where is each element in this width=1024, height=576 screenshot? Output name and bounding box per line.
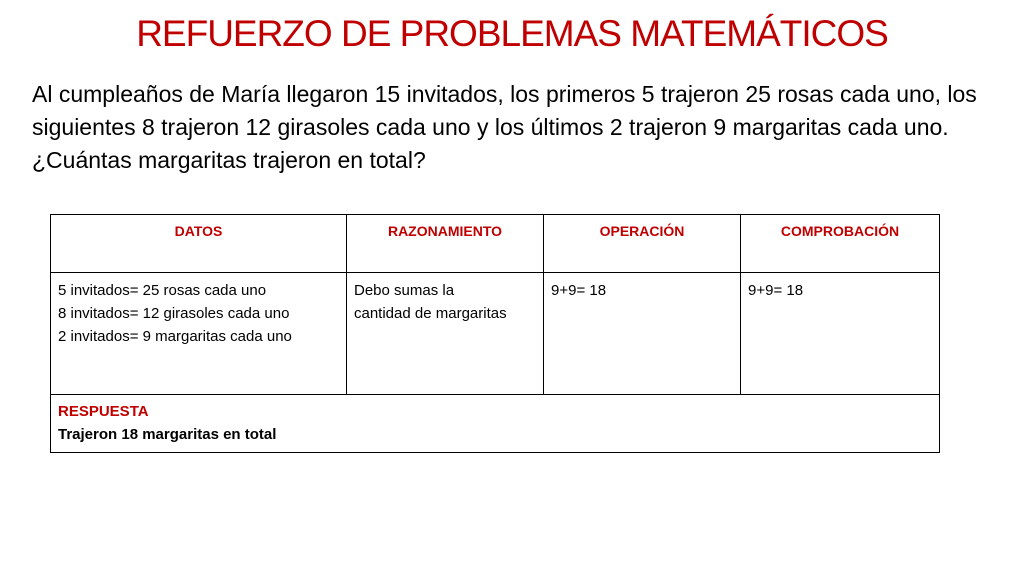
datos-line: 2 invitados= 9 margaritas cada uno xyxy=(58,328,292,345)
razonamiento-line: Debo sumas la xyxy=(354,282,455,299)
answer-label: RESPUESTA xyxy=(58,403,149,420)
table-row xyxy=(51,273,940,395)
razonamiento-line: cantidad de margaritas xyxy=(354,305,507,322)
datos-line: 8 invitados= 12 girasoles cada uno xyxy=(58,305,290,322)
page-title: REFUERZO DE PROBLEMAS MATEMÁTICOS xyxy=(136,13,888,54)
header-razonamiento: RAZONAMIENTO xyxy=(347,215,544,273)
operacion-cell: 9+9= 18 xyxy=(544,273,741,395)
answer-text: Trajeron 18 margaritas en total xyxy=(58,426,277,443)
comprobacion-cell: 9+9= 18 xyxy=(741,273,940,395)
datos-cell xyxy=(51,273,347,395)
header-operacion: OPERACIÓN xyxy=(544,215,741,273)
solution-table xyxy=(50,214,940,453)
header-row xyxy=(51,215,940,273)
datos-line: 5 invitados= 25 rosas cada uno xyxy=(58,282,267,299)
answer-cell xyxy=(51,395,940,453)
header-comprobacion: COMPROBACIÓN xyxy=(741,215,940,273)
problem-statement: Al cumpleaños de María llegaron 15 invitados, los primeros 5 trajeron 25 rosas cada uno, los siguientes 8 trajeron 12 girasoles cada uno y los últimos 2 trajeron 9 margaritas cada uno. ¿Cuántas margaritas trajeron en total? xyxy=(32,81,977,173)
answer-row xyxy=(51,395,940,453)
header-datos: DATOS xyxy=(51,215,347,273)
razonamiento-cell xyxy=(347,273,544,395)
